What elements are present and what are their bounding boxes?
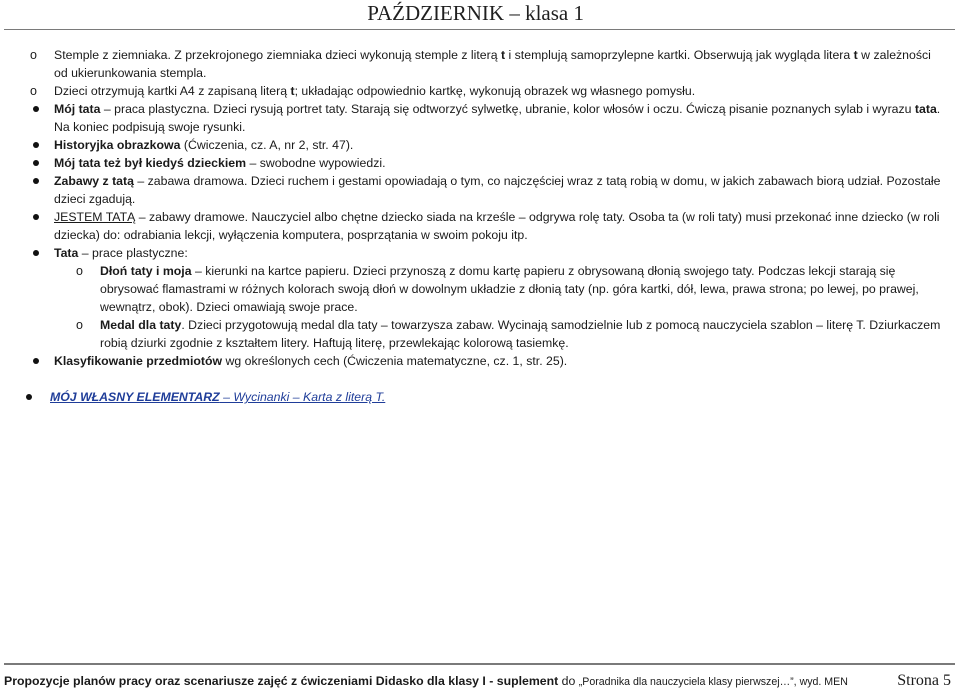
footer-divider xyxy=(4,663,955,665)
list-item-text: Stemple z ziemniaka. Z przekrojonego ziemniaka dzieci wykonują stemple z literą t i stemplują samoprzylepne kartki. Obserwują jak wygląda litera t w zależności od ukierunkowania stempla. xyxy=(54,48,931,80)
list-item-text: Dzieci otrzymują kartki A4 z zapisaną literą t; układając odpowiednio kartkę, wykonują obrazek wg własnego pomysłu. xyxy=(54,84,696,98)
bullet-icon xyxy=(33,358,39,364)
bullet-icon xyxy=(33,142,39,148)
bullet-icon xyxy=(33,214,39,220)
footer-text: Propozycje planów pracy oraz scenariusze zajęć z ćwiczeniami Didasko dla klasy I - suplement do „Poradnika dla nauczyciela klasy pierwszej…”, wyd. MEN xyxy=(4,674,848,688)
page-title: PAŹDZIERNIK – klasa 1 xyxy=(367,1,584,25)
circle-bullet-icon: o xyxy=(30,48,37,62)
sub-list-item: o Medal dla taty. Dzieci przygotowują medal dla taty – towarzysza zabaw. Wycinają samodzielnie lub z pomocą nauczyciela szablon – literę T. Dziurkaczem robią dziurki zgodnie z kształtem litery. Haftują literę, przewlekając kolorową tasiemkę. xyxy=(76,318,941,350)
sub-list-item: o Dłoń taty i moja – kierunki na kartce papieru. Dzieci przynoszą z domu kartę papieru z obrysowaną dłonią swojego taty. Podczas lekcji starają się obrysować flamastrami w różnych kolorach swoją dłoń w dowolnym układzie z dłonią taty (np. górа kartki, dół, lewa, prawa strona; po lewej, po prawej, wewnątrz, obok). Dzieci omawiają swoje prace. xyxy=(76,264,919,314)
circle-bullet-icon: o xyxy=(76,318,83,332)
bullet-icon xyxy=(33,160,39,166)
list-item: Klasyfikowanie przedmiotów wg określonych cech (Ćwiczenia matematyczne, cz. 1, str. 25). xyxy=(0,352,959,370)
elementarz-link: MÓJ WŁASNY ELEMENTARZ – Wycinanki – Karta z literą T. xyxy=(50,390,386,404)
circle-bullet-icon: o xyxy=(76,264,83,278)
list-item xyxy=(0,46,959,82)
bullet-icon xyxy=(26,394,32,400)
list-item: Zabawy z tatą – zabawa dramowa. Dzieci ruchem i gestami opowiadają o tym, co najczęściej wraz z tatą robią w domu, w jakich zabawach biorą udział. Pozostałe dzieci zgadują. xyxy=(0,172,959,208)
bullet-icon xyxy=(33,106,39,112)
circle-bullet-icon: o xyxy=(30,84,37,98)
list-item: Mój tata też był kiedyś dzieckiem – swobodne wypowiedzi. xyxy=(0,154,959,172)
list-item xyxy=(0,388,959,406)
list-item: JESTEM TATĄ – zabawy dramowe. Nauczyciel albo chętne dziecko siada na krześle – odgrywa rolę taty. Osoba ta (w roli taty) musi przekonać inne dziecko (w roli dziecka) do: odrabiania lekcji, wyłączenia komputera, posprzątania w swoim pokoju itp. xyxy=(0,208,959,244)
list-item: Historyjka obrazkowa (Ćwiczenia, cz. A, nr 2, str. 47). xyxy=(0,136,959,154)
page-number: Strona 5 xyxy=(897,672,951,689)
bullet-icon xyxy=(33,178,39,184)
header-divider xyxy=(4,29,955,30)
bullet-icon xyxy=(33,250,39,256)
document-body xyxy=(0,46,959,406)
list-item: Mój tata – praca plastyczna. Dzieci rysują portret taty. Starają się odtworzyć sylwetkę, ubranie, kolor włosów i oczu. Ćwiczą pisanie poznanych sylab i wyrazu tata. Na koniec podpisują swoje rysunki. xyxy=(0,100,959,136)
list-item xyxy=(0,82,959,100)
list-item: Tata – prace plastyczne: xyxy=(0,244,959,262)
